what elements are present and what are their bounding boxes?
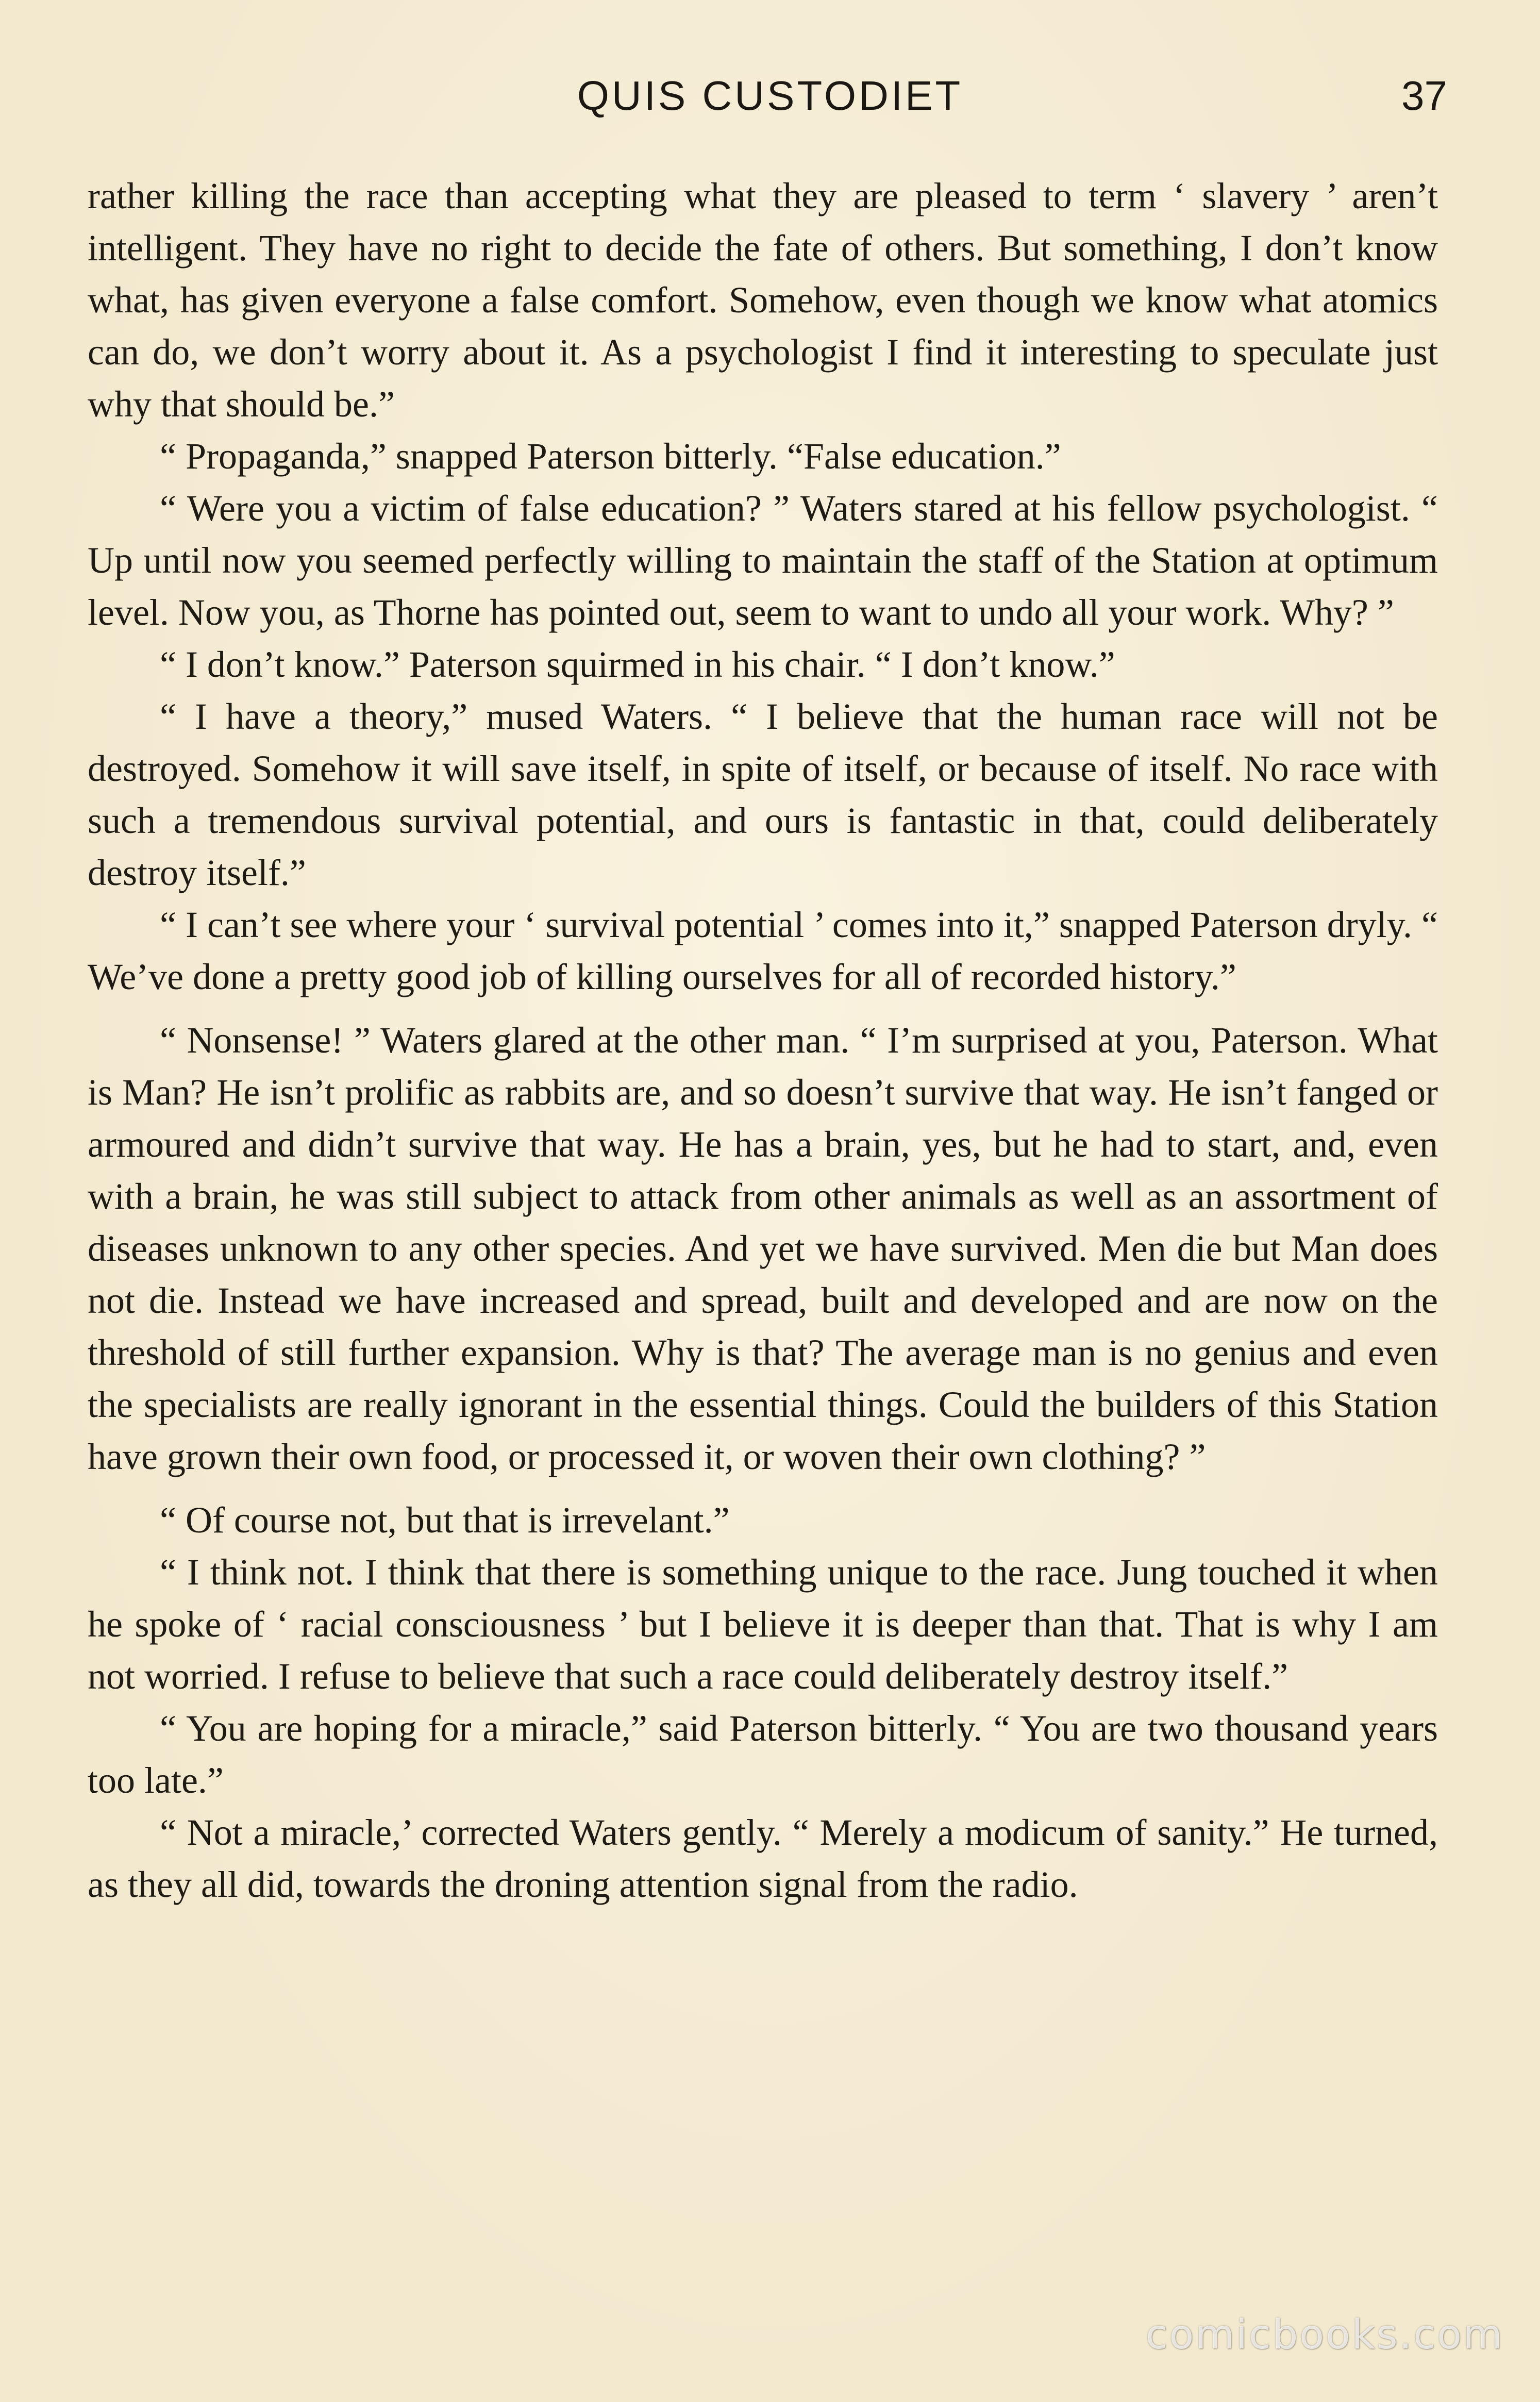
- page-number: 37: [1401, 73, 1447, 119]
- body-text: [88, 170, 1438, 1911]
- paragraph: “ Propaganda,” snapped Paterson bitterly. “False education.”: [160, 436, 1061, 477]
- chapter-title: QUIS CUSTODIET: [577, 73, 963, 119]
- running-head: [0, 72, 1540, 134]
- paragraph: rather killing the race than accepting what they are pleased to term ‘ slavery ’ aren’t intelligent. They have no right to decide the fate of others. But something, I don’t know what, has given everyone a false comfort. Somehow, even though we know what atomics can do, we don’t worry about it. As a psychologist I find it interesting to speculate just why that should be.”: [88, 175, 1438, 425]
- paragraph: “ Were you a victim of false education? ” Waters stared at his fellow psychologist. “ Up until now you seemed perfectly willing to maintain the staff of the Station at optimum level. Now you, as Thorne has pointed out, seem to want to undo all your work. Why? ”: [88, 488, 1438, 633]
- watermark: comicbooks.com: [1145, 2312, 1504, 2358]
- paragraph: “ I can’t see where your ‘ survival potential ’ comes into it,” snapped Paterson dryly. “ We’ve done a pretty good job of killing ourselves for all of recorded history.”: [88, 904, 1438, 997]
- paragraph: “ I think not. I think that there is something unique to the race. Jung touched it when he spoke of ‘ racial consciousness ’ but I believe it is deeper than that. That is why I am not worried. I refuse to believe that such a race could deliberately destroy itself.”: [88, 1552, 1438, 1697]
- paragraph: “ Of course not, but that is irrevelant.”: [160, 1499, 730, 1541]
- paragraph: “ Nonsense! ” Waters glared at the other man. “ I’m surprised at you, Paterson. What is Man? He isn’t prolific as rabbits are, and so doesn’t survive that way. He isn’t fanged or armoured and didn’t survive that way. He has a brain, yes, but he had to start, and, even with a brain, he was still subject to attack from other animals as well as an assortment of diseases unknown to any other species. And yet we have survived. Men die but Man does not die. Instead we have increased and spread, built and developed and are now on the threshold of still further expansion. Why is that? The average man is no genius and even the specialists are really ignorant in the essential things. Could the builders of this Station have grown their own food, or processed it, or woven their own clothing? ”: [88, 1020, 1438, 1477]
- paragraph: “ Not a miracle,’ corrected Waters gently. “ Merely a modicum of sanity.” He turned, as they all did, towards the droning attention signal from the radio.: [88, 1812, 1438, 1905]
- paragraph: “ I don’t know.” Paterson squirmed in his chair. “ I don’t know.”: [160, 644, 1115, 685]
- paragraph: “ You are hoping for a miracle,” said Paterson bitterly. “ You are two thousand years too late.”: [88, 1708, 1438, 1801]
- paragraph: “ I have a theory,” mused Waters. “ I believe that the human race will not be destroyed. Somehow it will save itself, in spite of itself, or because of itself. No race with such a tremendous survival potential, and ours is fantastic in that, could deliberately destroy itself.”: [88, 696, 1438, 893]
